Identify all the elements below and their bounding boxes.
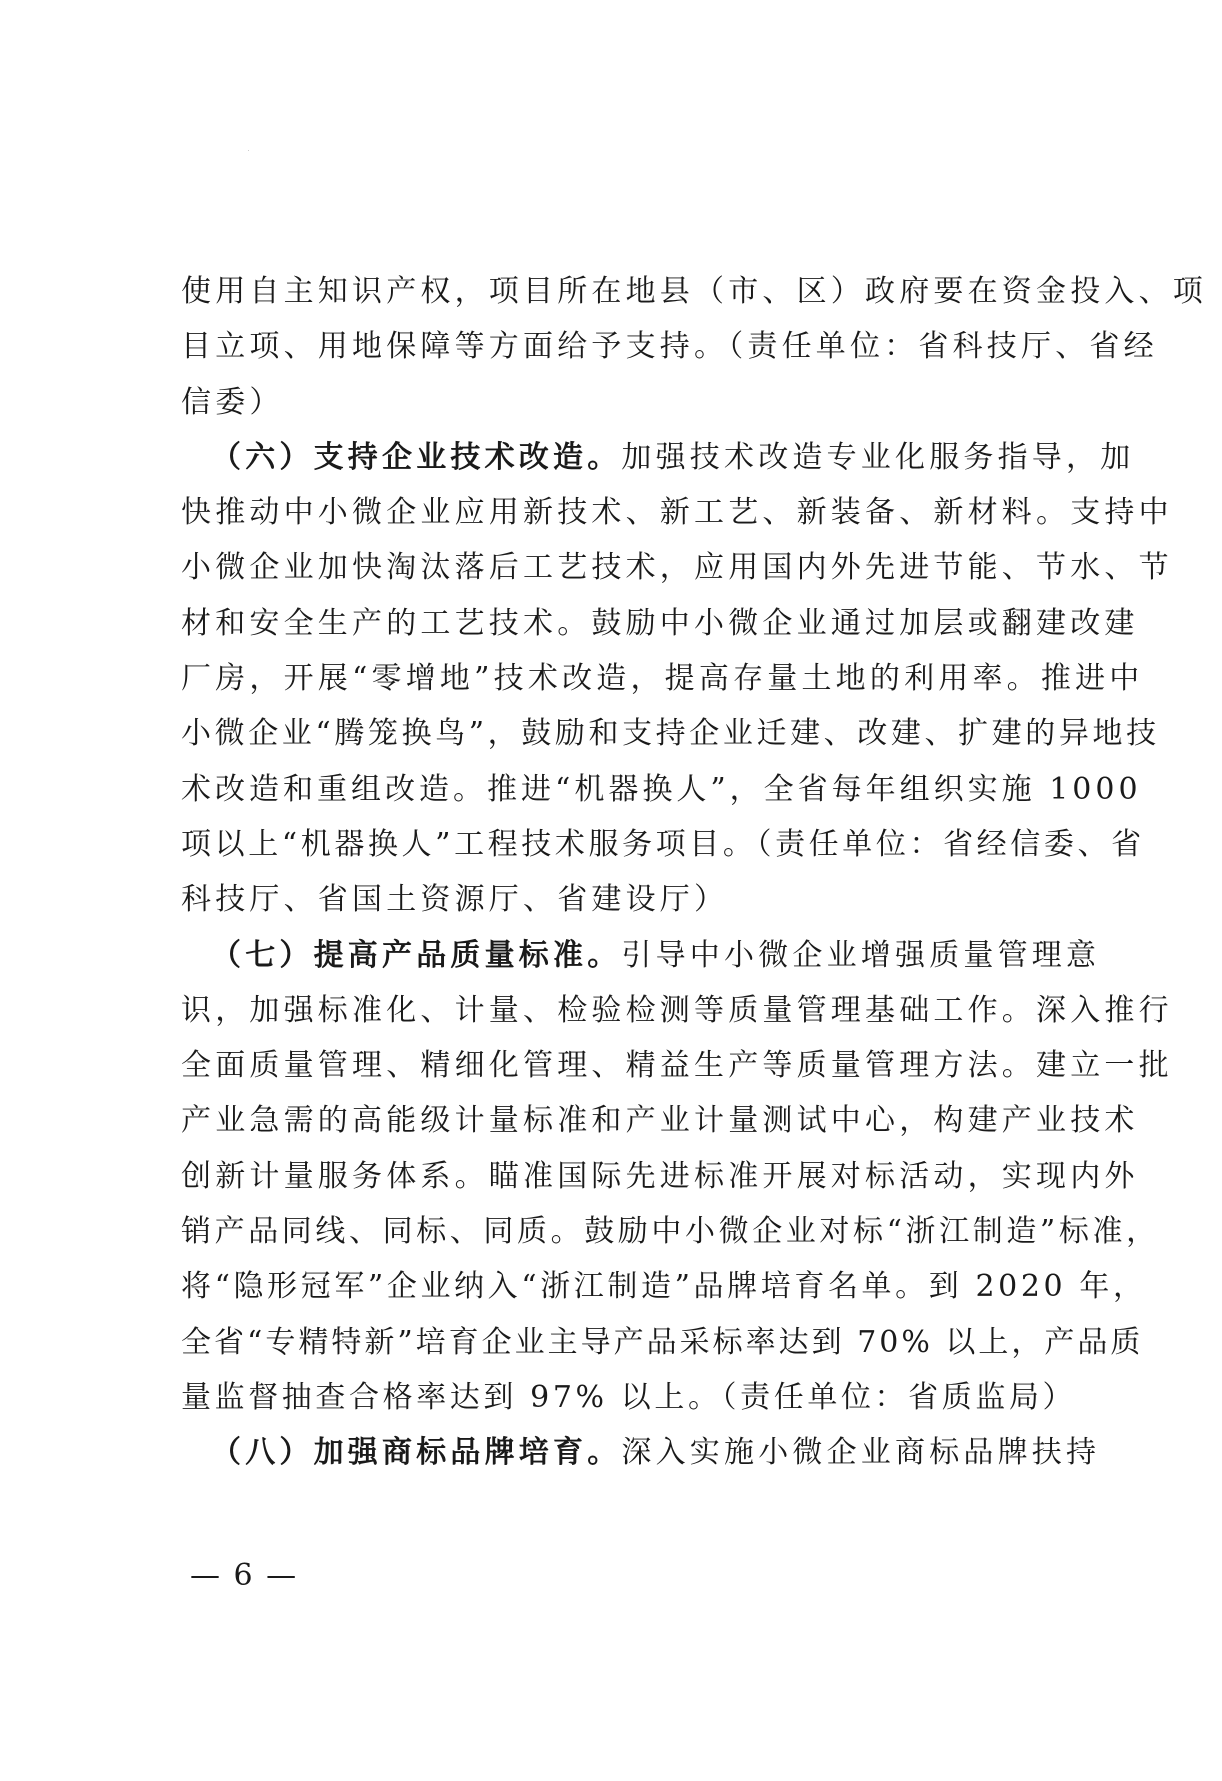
line-text: 全面质量管理、精细化管理、精益生产等质量管理方法。建立一批 [181, 1048, 1173, 1084]
line-text: 销产品同线、同标、同质。鼓励中小微企业对标“浙江制造”标准， [181, 1214, 1160, 1250]
section-heading: （八）加强商标品牌培育。 [211, 1435, 622, 1471]
line-text: 科技厅、省国土资源厅、省建设厅） [181, 882, 729, 918]
section-heading: （七）提高产品质量标准。 [211, 937, 622, 973]
text-line [181, 1038, 1173, 1093]
line-text: 深入实施小微企业商标品牌扶持 [621, 1435, 1101, 1471]
text-line [181, 540, 1173, 595]
line-text: 项以上“机器换人”工程技术服务项目。（责任单位：省经信委、省 [181, 826, 1145, 862]
line-text: 小微企业“腾笼换鸟”，鼓励和支持企业迁建、改建、扩建的异地技 [181, 716, 1160, 752]
line-text: 引导中小微企业增强质量管理意 [621, 937, 1101, 973]
body-text [181, 264, 1207, 1481]
line-text: 快推动中小微企业应用新技术、新工艺、新装备、新材料。支持中 [181, 495, 1173, 531]
section-heading: （六）支持企业技术改造。 [211, 439, 622, 475]
text-line [181, 1315, 1144, 1370]
text-line [181, 983, 1173, 1038]
line-text: 小微企业加快淘汰落后工艺技术，应用国内外先进节能、节水、节 [181, 550, 1173, 586]
text-line [181, 1093, 1139, 1148]
line-text: 识，加强标准化、计量、检验检测等质量管理基础工作。深入推行 [181, 992, 1173, 1028]
line-text: 将“隐形冠军”企业纳入“浙江制造”品牌培育名单。到 2020 年， [181, 1269, 1147, 1305]
line-text: 量监督抽查合格率达到 97% 以上。（责任单位：省质监局） [181, 1379, 1077, 1415]
line-text: 目立项、用地保障等方面给予支持。（责任单位：省科技厅、省经 [181, 329, 1158, 365]
line-text: 信委） [181, 384, 284, 420]
line-text: 创新计量服务体系。瞄准国际先进标准开展对标活动，实现内外 [181, 1158, 1139, 1194]
text-line [181, 1370, 1077, 1425]
text-line [181, 651, 1144, 706]
text-line [181, 817, 1145, 872]
text-line [181, 1204, 1160, 1259]
text-line [181, 596, 1139, 651]
text-line [181, 485, 1173, 540]
text-line [181, 319, 1158, 374]
line-text: 全省“专精特新”培育企业主导产品采标率达到 70% 以上，产品质 [181, 1324, 1144, 1360]
line-text: 产业急需的高能级计量标准和产业计量测试中心，构建产业技术 [181, 1103, 1139, 1139]
text-line [181, 375, 1041, 430]
text-line [181, 762, 1142, 817]
text-line [181, 706, 1160, 761]
text-line [181, 264, 1207, 319]
line-text: 加强技术改造专业化服务指导，加 [621, 439, 1135, 475]
section-heading-line [181, 1425, 1101, 1480]
scan-speck [248, 150, 249, 151]
section-heading-line [181, 928, 1101, 983]
line-text: 材和安全生产的工艺技术。鼓励中小微企业通过加层或翻建改建 [181, 605, 1139, 641]
line-text: 术改造和重组改造。推进“机器换人”，全省每年组织实施 1000 [181, 771, 1142, 807]
text-line [181, 1259, 1147, 1314]
text-line [181, 1149, 1139, 1204]
text-line [181, 872, 1041, 927]
page-number: — 6 — [190, 1558, 299, 1593]
line-text: 使用自主知识产权，项目所在地县（市、区）政府要在资金投入、项 [181, 274, 1207, 309]
line-text: 厂房，开展“零增地”技术改造，提高存量土地的利用率。推进中 [181, 661, 1144, 697]
section-heading-line [181, 430, 1135, 485]
